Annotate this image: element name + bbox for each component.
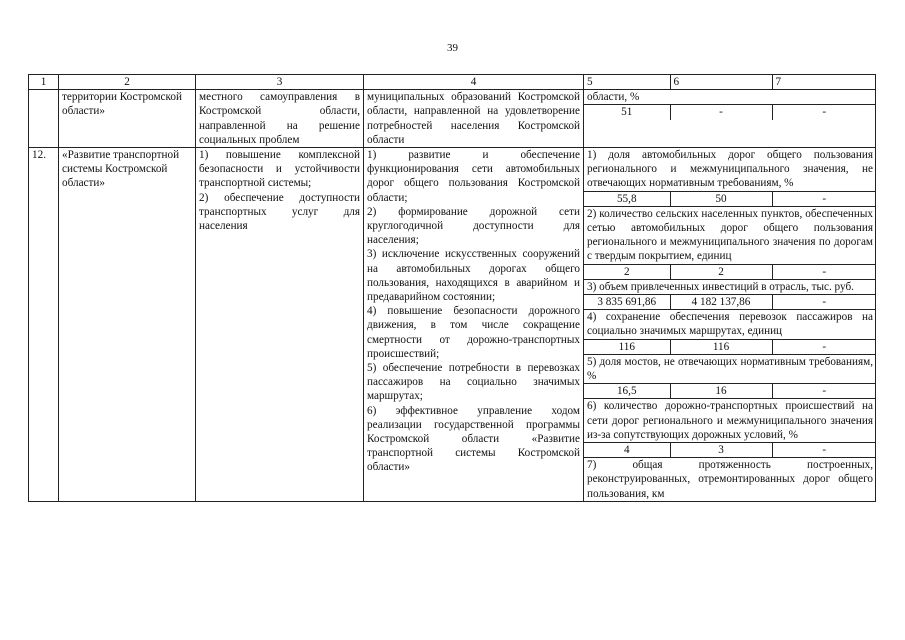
indicator-value-col6: - <box>670 105 772 120</box>
header-col-6: 6 <box>670 75 772 89</box>
indicator-value-col7: - <box>772 384 876 399</box>
program-name-continued: территории Костромской области» <box>59 90 196 148</box>
indicator-value-col5: 3 835 691,86 <box>584 295 670 310</box>
indicator-value-col5: 16,5 <box>584 384 670 399</box>
indicator-continued-text: области, % <box>587 91 640 104</box>
task-item: 5) обеспечение потребности в перевозках пассажиров на социально значимых маршрутах; <box>367 362 580 403</box>
goal-item: 2) обеспечение доступности транспортных услуг для населения <box>199 191 360 233</box>
indicator-text: 4) сохранение обеспечения перевозок пассажиров на социально значимых маршрутах, единиц <box>584 310 876 339</box>
indicator-value-col5: 4 <box>584 443 670 458</box>
header-col-3: 3 <box>196 75 364 90</box>
indicator-value-col6: 116 <box>670 339 772 354</box>
row-number: 12. <box>29 148 59 502</box>
indicator-value-col6: 3 <box>670 443 772 458</box>
indicator-text: 1) доля автомобильных дорог общего пользования регионального и межмуниципального значения, не отвечающих нормативным требованиям, % <box>587 149 874 190</box>
indicator-value-col6: 2 <box>670 264 772 279</box>
table-row-continued <box>29 90 876 148</box>
indicator-values-row <box>584 264 876 279</box>
header-col-2: 2 <box>59 75 196 90</box>
program-tasks <box>364 148 584 502</box>
program-indicators <box>584 148 876 502</box>
header-col-5: 5 <box>587 76 593 88</box>
indicator-text: 2) количество сельских населенных пунктов, обеспеченных сетью автомобильных дорог общего пользования регионального и межмуниципального значения по дорогам с твердым покрытием, единиц <box>584 206 876 264</box>
goal-continued: местного самоуправления в Костромской области, направленной на решение социальных проблем <box>196 90 364 148</box>
indicator-value-col7: - <box>772 443 876 458</box>
task-continued: муниципальных образований Костромской области, направленной на удовлетворение потребностей населения Костромской области <box>364 90 584 148</box>
table-row-12 <box>29 148 876 502</box>
indicator-value-col5: 55,8 <box>584 191 670 206</box>
indicator-values-row <box>584 191 876 206</box>
task-item: 6) эффективное управление ходом реализации государственной программы Костромской области «Развитие транспортной системы Костромской области» <box>367 404 580 474</box>
header-col-7: 7 <box>772 75 876 89</box>
indicator-value-col7: - <box>772 264 876 279</box>
indicator-value-col5: 51 <box>584 105 670 120</box>
indicator-values-row <box>584 105 876 120</box>
programs-table <box>28 74 876 502</box>
header-row <box>29 75 876 90</box>
task-item: 4) повышение безопасности дорожного движения, в том числе сокращение смертности от дорожно-транспортных происшествий; <box>367 305 580 360</box>
indicator-value-col6: 50 <box>670 191 772 206</box>
indicator-value-col6: 4 182 137,86 <box>670 295 772 310</box>
indicator-value-col7: - <box>772 105 876 120</box>
header-col-4: 4 <box>364 75 584 90</box>
page-number: 39 <box>447 42 458 54</box>
header-col-1: 1 <box>29 75 59 90</box>
row-number-cell <box>29 90 59 148</box>
indicator-value-col7: - <box>772 191 876 206</box>
indicator-value-col7: - <box>772 295 876 310</box>
task-item: 3) исключение искусственных сооружений на автомобильных дорогах общего пользования, находящихся в аварийном и предаварийном состоянии; <box>367 248 580 304</box>
indicator-text: 6) количество дорожно-транспортных происшествий на сети дорог регионального и межмуниципального значения из-за сопутствующих дорожных условий, % <box>584 399 876 443</box>
indicator-value-col7: - <box>772 339 876 354</box>
program-name: «Развитие транспортной системы Костромской области» <box>59 148 196 502</box>
indicator-text: 7) общая протяженность построенных, реконструированных, отремонтированных дорог общего пользования, км <box>584 458 876 501</box>
indicator-text: 3) объем привлеченных инвестиций в отрасль, тыс. руб. <box>584 279 876 294</box>
indicator-continued-cell <box>584 90 876 148</box>
indicator-values-row <box>584 295 876 310</box>
indicator-value-col5: 116 <box>584 339 670 354</box>
header-cols-5-7 <box>584 75 876 90</box>
program-goals <box>196 148 364 502</box>
goal-item: 1) повышение комплексной безопасности и устойчивости транспортной системы; <box>199 149 360 190</box>
indicator-text: 5) доля мостов, не отвечающих нормативным требованиям, % <box>584 354 876 383</box>
task-item: 1) развитие и обеспечение функционирования сети автомобильных дорог общего пользования Костромской области; <box>367 149 580 204</box>
indicator-value-col6: 16 <box>670 384 772 399</box>
indicator-values-row <box>584 443 876 458</box>
task-item: 2) формирование дорожной сети круглогодичной доступности для населения; <box>367 205 580 247</box>
indicator-values-row <box>584 339 876 354</box>
indicator-values-row <box>584 384 876 399</box>
indicator-value-col5: 2 <box>584 264 670 279</box>
